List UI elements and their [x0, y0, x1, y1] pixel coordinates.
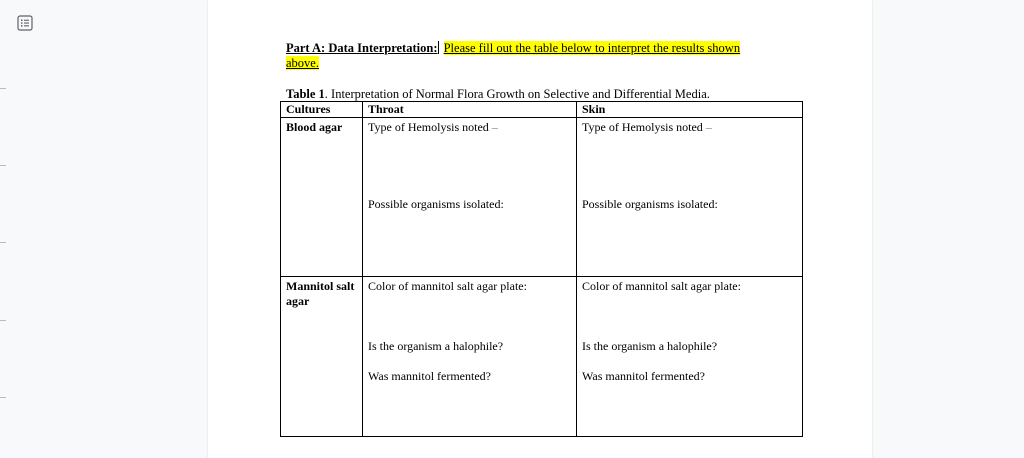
- cell-prompt: Possible organisms isolated:: [368, 197, 504, 211]
- cell-prompt: Is the organism a halophile?: [582, 339, 718, 353]
- cell-prompt: Was mannitol fermented?: [368, 369, 491, 383]
- heading-title: Part A: Data Interpretation: [286, 41, 434, 55]
- interpretation-table: [280, 101, 803, 437]
- heading-colon: :: [433, 41, 438, 55]
- ruler-tick: [0, 88, 6, 89]
- cell-prompt: Color of mannitol salt agar plate:: [368, 279, 527, 293]
- highlighted-instruction: Please fill out the table below to interpret the results shown above.: [286, 41, 741, 70]
- cell-prompt: Possible organisms isolated:: [582, 197, 718, 211]
- table-row: [281, 277, 803, 437]
- table-label: Table 1: [286, 87, 325, 101]
- header-skin: Skin: [577, 102, 803, 118]
- cell-prompt: Was mannitol fermented?: [582, 369, 705, 383]
- cell-blood-skin[interactable]: [577, 118, 803, 277]
- cell-prompt: Is the organism a halophile?: [368, 339, 504, 353]
- ruler-tick: [0, 397, 6, 398]
- cell-prompt: Type of Hemolysis noted –: [368, 120, 498, 134]
- section-heading[interactable]: [286, 41, 766, 71]
- text-cursor: [438, 41, 439, 54]
- document-outline-button[interactable]: [14, 14, 36, 36]
- list-icon: [17, 15, 33, 36]
- ruler-tick: [0, 165, 6, 166]
- ruler-tick: [0, 320, 6, 321]
- caption-text: . Interpretation of Normal Flora Growth on Selective and Differential Media.: [324, 87, 710, 101]
- cell-prompt: Type of Hemolysis noted –: [582, 120, 712, 134]
- cell-mannitol-throat[interactable]: [363, 277, 577, 437]
- row-label-blood-agar: Blood agar: [281, 118, 363, 277]
- row-label-mannitol-salt-agar: Mannitol salt agar: [281, 277, 363, 437]
- ruler-tick: [0, 242, 6, 243]
- cell-mannitol-skin[interactable]: [577, 277, 803, 437]
- document-page[interactable]: [208, 0, 872, 458]
- table-header-row: [281, 102, 803, 118]
- cell-blood-throat[interactable]: [363, 118, 577, 277]
- table-caption: [286, 87, 710, 101]
- header-cultures: Cultures: [281, 102, 363, 118]
- cell-prompt: Color of mannitol salt agar plate:: [582, 279, 741, 293]
- header-throat: Throat: [363, 102, 577, 118]
- table-row: [281, 118, 803, 277]
